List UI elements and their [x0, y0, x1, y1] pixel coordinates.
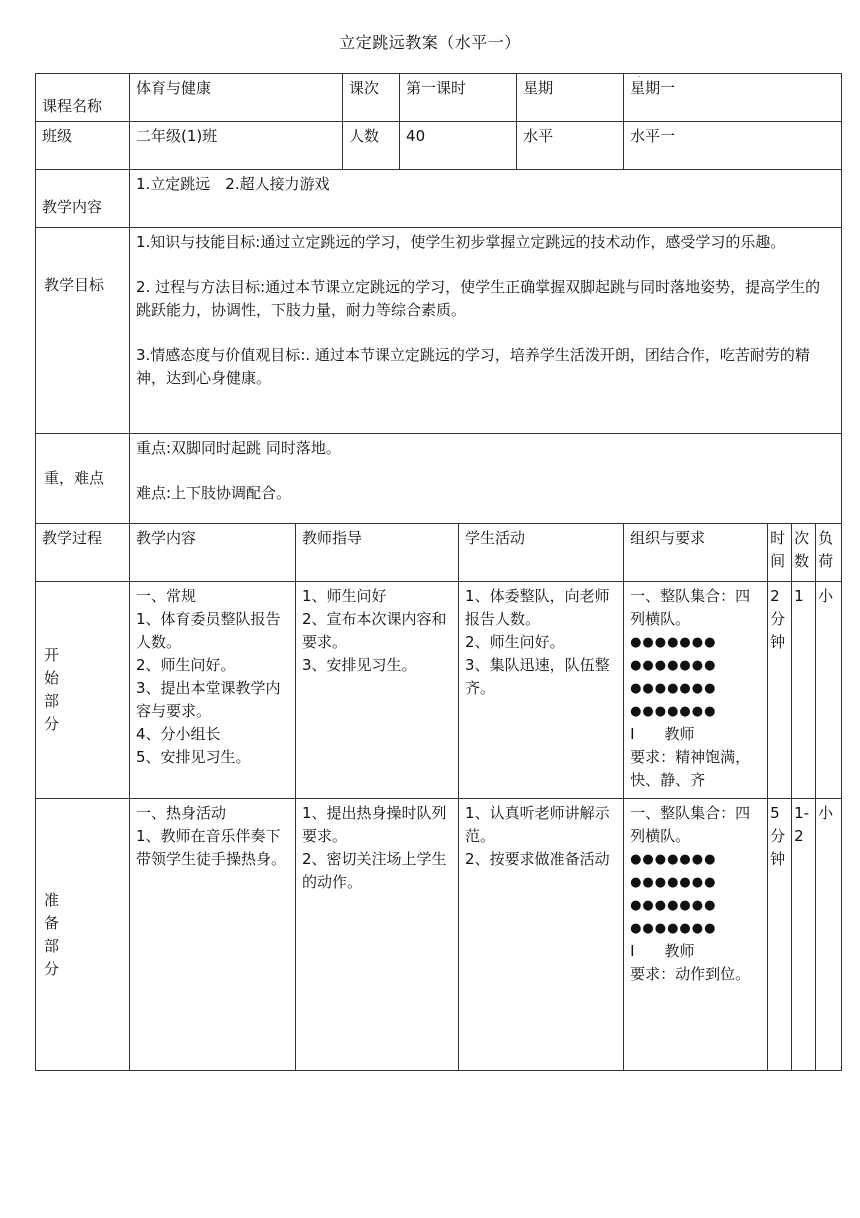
- keypoints-value: [130, 434, 842, 524]
- header-student: 学生活动: [459, 524, 624, 582]
- teacher-line: 2、宣布本次课内容和要求。: [302, 610, 447, 651]
- section-teacher: [296, 799, 459, 1071]
- goals-row: [36, 228, 842, 434]
- content-line: 一、常规: [136, 587, 197, 605]
- class-value: 二年级(1)班: [130, 122, 343, 170]
- goals-value: [130, 228, 842, 434]
- content-value: 1.立定跳远 2.超人接力游戏: [130, 170, 842, 228]
- lesson-label: 课次: [343, 74, 400, 122]
- teacher-marker: I 教师: [630, 942, 695, 960]
- keypoints-label: [36, 434, 130, 524]
- section-time: 2分钟: [768, 582, 792, 799]
- goals-label: [36, 228, 130, 434]
- student-line: 1、体委整队，向老师报告人数。: [465, 587, 610, 628]
- goal-item: 2. 过程与方法目标:通过本节课立定跳远的学习，使学生正确掌握双脚起跳与同时落地姿势，提高学生的跳跃能力，协调性，下肢力量，耐力等综合素质。: [136, 278, 821, 319]
- course-value: 体育与健康: [130, 74, 343, 122]
- teacher-line: 3、安排见习生。: [302, 656, 417, 674]
- info-row-course: [36, 74, 842, 122]
- level-label: 水平: [517, 122, 624, 170]
- stage-label-prep: [36, 799, 130, 1071]
- content-line: 4、分小组长: [136, 725, 221, 743]
- org-requirement: 要求：精神饱满，快、静、齐: [630, 748, 751, 789]
- info-row-class: [36, 122, 842, 170]
- org-requirement: 要求：动作到位。: [630, 965, 751, 983]
- section-org: [624, 582, 768, 799]
- corner-mark: .: [638, 70, 641, 79]
- process-header-row: [36, 524, 842, 582]
- formation-row: ●●●●●●●: [630, 898, 717, 913]
- goals-label-text: 教学目标: [44, 276, 105, 294]
- section-row-prep: [36, 799, 842, 1071]
- count-label: 人数: [343, 122, 400, 170]
- student-line: 3、集队迅速，队伍整齐。: [465, 656, 610, 697]
- teacher-line: 1、师生问好: [302, 587, 387, 605]
- content-line: 1、教师在音乐伴奏下带领学生徒手操热身。: [136, 827, 287, 868]
- org-line: 一、整队集合：四列横队。: [630, 587, 751, 628]
- section-content: [130, 582, 296, 799]
- lesson-plan-table: [35, 73, 842, 1071]
- stage-char: 分: [44, 959, 60, 978]
- formation-row: ●●●●●●●: [630, 681, 717, 696]
- teacher-line: 1、提出热身操时队列要求。: [302, 804, 447, 845]
- content-line: 一、热身活动: [136, 804, 227, 822]
- week-value: 星期一: [624, 74, 842, 122]
- section-time: 5分钟: [768, 799, 792, 1071]
- formation-row: ●●●●●●●: [630, 704, 717, 719]
- org-line: 一、整队集合：四列横队。: [630, 804, 751, 845]
- count-value: 40: [400, 122, 517, 170]
- header-org: 组织与要求: [624, 524, 768, 582]
- goal-item: 1.知识与技能目标:通过立定跳远的学习，使学生初步掌握立定跳远的技术动作，感受学习的乐趣。: [136, 233, 786, 251]
- section-student: [459, 582, 624, 799]
- header-teacher: 教师指导: [296, 524, 459, 582]
- content-line: 5、安排见习生。: [136, 748, 251, 766]
- content-row: [36, 170, 842, 228]
- stage-char: 分: [44, 715, 60, 733]
- section-content: [130, 799, 296, 1071]
- header-content: 教学内容: [130, 524, 296, 582]
- student-line: 1、认真听老师讲解示范。: [465, 804, 610, 845]
- header-time: 时间: [768, 524, 792, 582]
- goal-item: 3.情感态度与价值观目标:. 通过本节课立定跳远的学习，培养学生活泼开朗，团结合作，吃苦耐劳的精神，达到心身健康。: [136, 346, 810, 387]
- section-reps: 1: [792, 582, 816, 799]
- keypoints-row: [36, 434, 842, 524]
- section-reps: 1-2: [792, 799, 816, 1071]
- stage-char: 始: [44, 669, 60, 687]
- section-student: [459, 799, 624, 1071]
- teacher-line: 2、密切关注场上学生的动作。: [302, 850, 447, 891]
- student-line: 2、师生问好。: [465, 633, 565, 651]
- course-label: 课程名称: [36, 74, 130, 122]
- lesson-value: 第一课时: [400, 74, 517, 122]
- content-line: 2、师生问好。: [136, 656, 236, 674]
- class-label: 班级: [36, 122, 130, 170]
- section-load: 小: [816, 582, 842, 799]
- content-label: 教学内容: [36, 170, 130, 228]
- keypoints-label-text: 重，难点: [44, 469, 105, 487]
- section-org: [624, 799, 768, 1071]
- formation-row: ●●●●●●●: [630, 921, 717, 936]
- difficulty-point: 难点:上下肢协调配合。: [136, 484, 292, 502]
- header-stage: 教学过程: [36, 524, 130, 582]
- content-line: 3、提出本堂课教学内容与要求。: [136, 679, 281, 720]
- section-row-start: [36, 582, 842, 799]
- key-point: 重点:双脚同时起跳 同时落地。: [136, 439, 341, 457]
- student-line: 2、按要求做准备活动: [465, 850, 610, 868]
- formation-row: ●●●●●●●: [630, 635, 717, 650]
- header-load: 负荷: [816, 524, 842, 582]
- teacher-marker: I 教师: [630, 725, 695, 743]
- stage-char: 部: [44, 936, 60, 955]
- stage-char: 部: [44, 692, 60, 710]
- formation-row: ●●●●●●●: [630, 875, 717, 890]
- stage-char: 开: [44, 646, 60, 664]
- section-teacher: [296, 582, 459, 799]
- week-label: 星期: [517, 74, 624, 122]
- level-value: 水平一: [624, 122, 842, 170]
- formation-row: ●●●●●●●: [630, 658, 717, 673]
- stage-label-start: [36, 582, 130, 799]
- stage-char: 准: [44, 890, 60, 909]
- stage-char: 备: [44, 913, 60, 932]
- content-line: 1、体育委员整队报告人数。: [136, 610, 281, 651]
- section-load: 小: [816, 799, 842, 1071]
- formation-row: ●●●●●●●: [630, 852, 717, 867]
- header-reps: 次数: [792, 524, 816, 582]
- document-title: 立定跳远教案（水平一）: [339, 33, 521, 52]
